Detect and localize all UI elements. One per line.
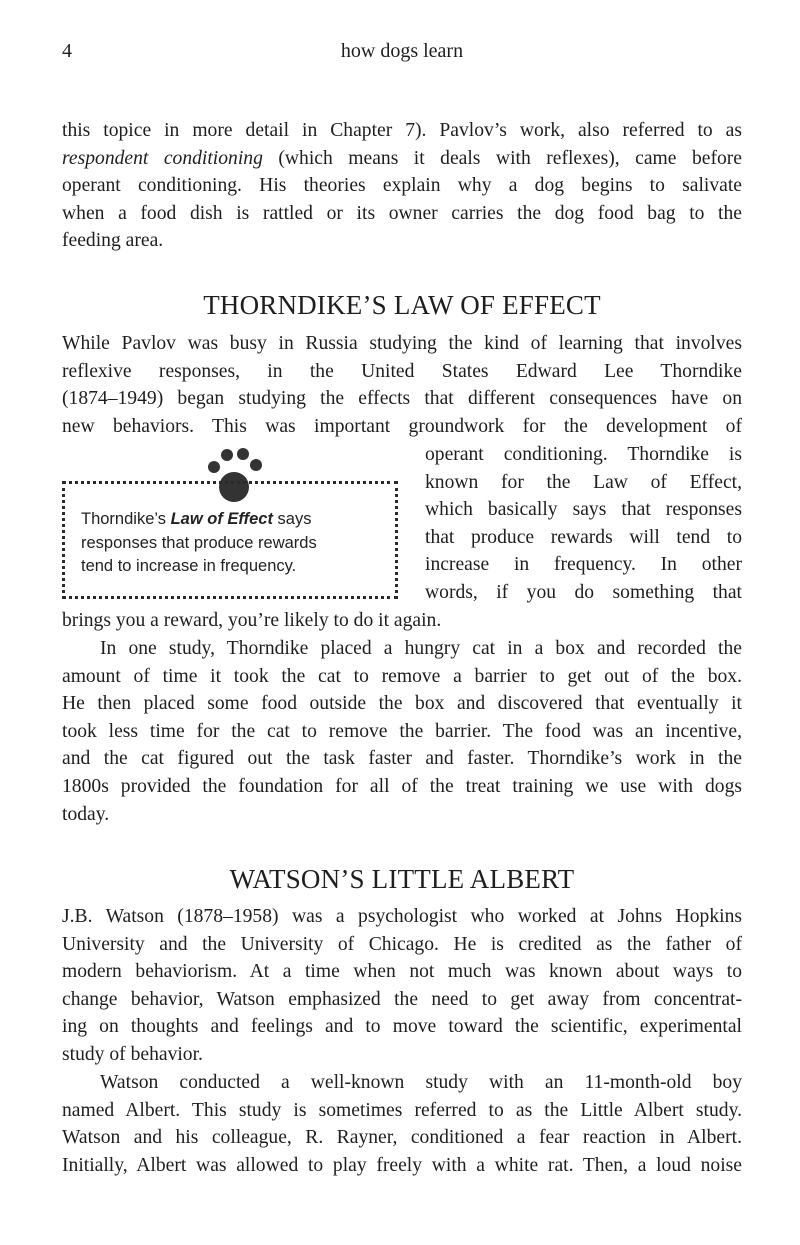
text-line: J.B. Watson (1878–1958) was a psychologist who worked at Johns Hopkins [62, 906, 742, 927]
text-line: increase in frequency. In other [425, 554, 742, 576]
text-line: today. [62, 803, 110, 825]
callout-line: tend to increase in frequency. [81, 557, 297, 575]
text-line: Watson and his colleague, R. Rayner, conditioned a fear reaction in Albert. [62, 1127, 742, 1149]
callout-box [62, 481, 398, 599]
text-line: took less time for the cat to remove the barrier. The food was an incentive, [62, 720, 742, 742]
text-line: this topice in more detail in Chapter 7). Pavlov’s work, also referred to as [62, 120, 742, 141]
italic-term: respondent conditioning [62, 147, 263, 169]
section-heading-thorndike: THORNDIKE’S LAW OF EFFECT [203, 290, 601, 320]
text-line: (1874–1949) began studying the effects that different consequences have on [62, 388, 742, 410]
thorndike-paragraph-end [62, 607, 742, 635]
watson-paragraph-2 [62, 1069, 742, 1179]
text-line: operant conditioning. His theories explain why a dog begins to salivate [62, 175, 742, 197]
callout-prefix: Thorndike’s [81, 510, 171, 528]
callout-line: responses that produce rewards [81, 533, 317, 552]
text-line: modern behaviorism. At a time when not much was known about ways to [62, 961, 742, 983]
text-line: Initially, Albert was allowed to play freely with a white rat. Then, a loud noise [62, 1154, 742, 1176]
text-line: feeding area. [62, 230, 164, 252]
text-line: known for the Law of Effect, [425, 471, 742, 493]
text-line: reflexive responses, in the United States Edward Lee Thorndike [62, 360, 742, 382]
wrapped-text-column [425, 441, 742, 607]
page-number: 4 [62, 40, 72, 62]
running-head: how dogs learn [340, 40, 464, 62]
text-line: brings you a reward, you’re likely to do it again. [62, 610, 442, 631]
text-line: 1800s provided the foundation for all of the treat training we use with dogs [62, 775, 742, 797]
intro-paragraph [62, 117, 742, 255]
text-line: and the cat figured out the task faster and faster. Thorndike’s work in the [62, 748, 742, 770]
text-line: change behavior, Watson emphasized the need to get away from concentrat- [62, 988, 742, 1010]
text-line: While Pavlov was busy in Russia studying the kind of learning that involves [62, 333, 742, 354]
callout-text [81, 508, 381, 579]
text-line: named Albert. This study is sometimes referred to as the Little Albert study. [62, 1099, 742, 1121]
callout-suffix: says [272, 510, 312, 528]
page-header [62, 40, 742, 70]
text-line: that produce rewards will tend to [425, 526, 742, 548]
text-line: operant conditioning. Thorndike is [425, 444, 742, 465]
text-line: new behaviors. This was important groundwork for the development of [62, 415, 742, 437]
text-line: words, if you do something that [425, 581, 742, 603]
watson-paragraph-1 [62, 903, 742, 1069]
text-line: He then placed some food outside the box and discovered that eventually it [62, 693, 742, 715]
section-heading-watson: WATSON’S LITTLE ALBERT [229, 864, 575, 894]
text-line: amount of time it took the cat to remove a barrier to get out of the box. [62, 665, 742, 687]
text-line: ing on thoughts and feelings and to move toward the scientific, experimental [62, 1016, 742, 1038]
text-run: (which means it deals with reflexes), came before [278, 147, 743, 169]
text-line: which basically says that responses [425, 499, 742, 521]
text-line: when a food dish is rattled or its owner carries the dog food bag to the [62, 202, 742, 224]
thorndike-paragraph-2 [62, 635, 742, 828]
text-line: Watson conducted a well-known study with an 11-month-old boy [100, 1072, 742, 1093]
text-line [62, 145, 742, 173]
text-line: University and the University of Chicago. He is credited as the father of [62, 933, 742, 955]
thorndike-paragraph-1 [62, 330, 742, 440]
text-line: study of behavior. [62, 1043, 203, 1065]
text-line: In one study, Thorndike placed a hungry cat in a box and recorded the [100, 638, 742, 659]
callout-emphasis: Law of Effect [170, 510, 273, 528]
